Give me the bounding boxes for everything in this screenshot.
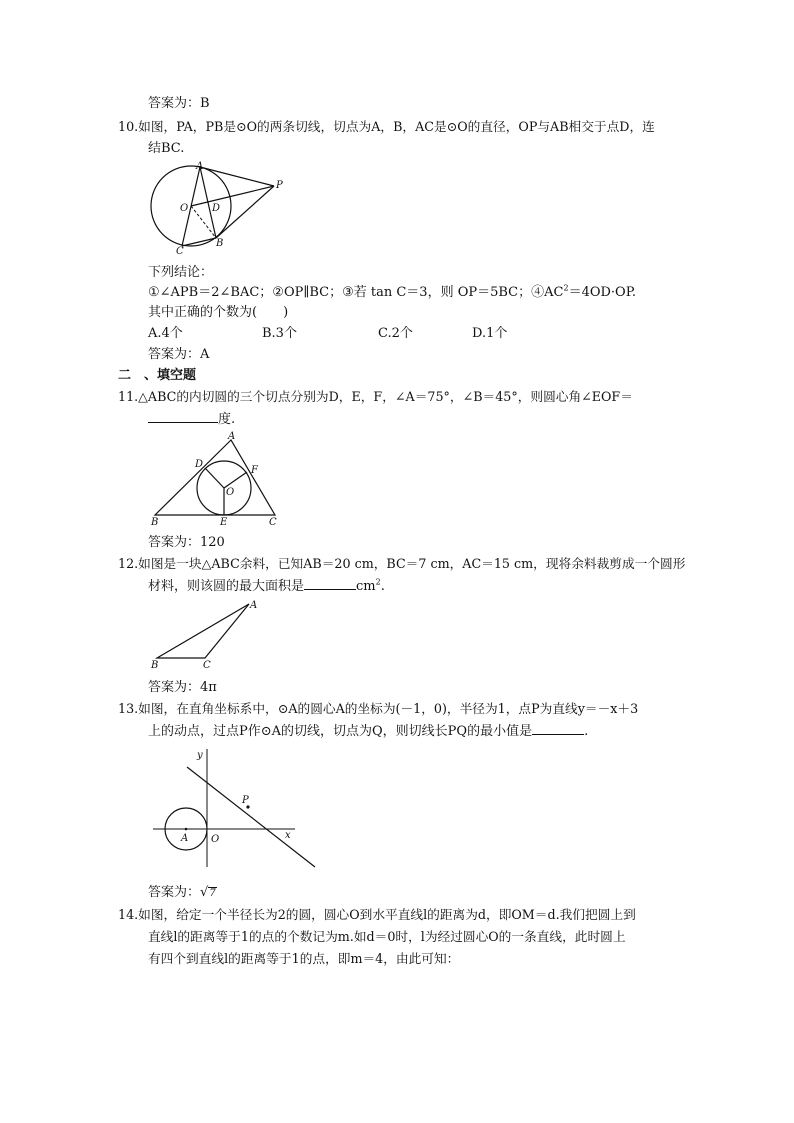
answer-blank[interactable] (532, 722, 584, 735)
option-b: B.3个 (262, 326, 297, 341)
label-f: F (251, 465, 258, 476)
question-13-line2: 上的动点，过点P作⊙A的切线，切点为Q，则切线长PQ的最小值是 . (148, 724, 589, 739)
option-c: C.2个 (378, 326, 413, 341)
answer-q13: 答案为：√7 (148, 885, 216, 900)
question-14-line1: 14.如图，给定一个半径长为2的圆，圆心O到水平直线l的距离为d，即OM＝d.我们把圆上到 (118, 907, 636, 922)
question-11-line1: 11.△ABC的内切圆的三个切点分别为D，E，F，∠A＝75°，∠B＝45°，则圆心角∠EOF＝ (118, 389, 633, 404)
question-12-line2: 材料，则该圆的最大面积是 $cm^2$. (148, 577, 385, 594)
question-13-line1: 13.如图，在直角坐标系中，⊙A的圆心A的坐标为(－1，0)，半径为1，点P为直线y＝－x＋3 (118, 701, 639, 716)
question-10-prompt: 其中正确的个数为( ) (148, 305, 289, 320)
option-d: D.1个 (472, 326, 508, 341)
label-b: B (216, 238, 224, 249)
label-b: B (151, 660, 159, 671)
label-d: D (195, 459, 204, 470)
figure-q10-circle-tangents (140, 158, 290, 258)
label-x: x (285, 830, 291, 841)
question-10-conclusions: ①∠APB＝2∠BAC；②OP∥BC；③若 tan C＝3，则 OP＝5BC；$④AC^2=4OD\cdot OP$. (148, 283, 636, 300)
figure-q12-triangle (145, 596, 275, 676)
answer-q10: 答案为：A (148, 347, 210, 362)
label-d: D (212, 203, 221, 214)
answer-q9: 答案为：B (148, 96, 210, 111)
label-o: O (180, 203, 189, 214)
label-c: C (269, 517, 277, 528)
label-y: y (197, 750, 203, 761)
label-c: C (203, 660, 211, 671)
option-a: A.4个 (148, 326, 183, 341)
question-11-line2: 度. (148, 410, 235, 428)
section-title-fill-in: 二 、填空题 (118, 368, 197, 383)
label-o: O (226, 487, 235, 498)
question-10-line1: 10.如图，PA，PB是⊙O的两条切线，切点为A，B，AC是⊙O的直径，OP与AB相交于点D，连 (118, 119, 655, 134)
question-14-line3: 有四个到直线l的距离等于1的点，即m＝4，由此可知： (148, 951, 460, 966)
question-10-line2: 结BC. (148, 141, 185, 156)
question-12-line1: 12.如图是一块△ABC余料，已知AB＝20 cm，BC＝7 cm，AC＝15 cm，现将余料裁剪成一个圆形 (118, 556, 686, 571)
figure-q11-incircle (145, 428, 285, 528)
label-o: O (211, 834, 220, 845)
answer-q11: 答案为：120 (148, 535, 225, 550)
question-10-conclusions-title: 下列结论： (148, 265, 214, 280)
figure-q13-coordinate-plane (145, 745, 325, 875)
answer-blank[interactable] (148, 410, 218, 423)
label-a: A (250, 600, 258, 611)
label-p: P (276, 180, 283, 191)
answer-q12: 答案为：4π (148, 680, 217, 695)
label-e: E (220, 517, 228, 528)
sqrt-symbol: √ (200, 885, 209, 900)
label-c: C (176, 246, 184, 257)
label-a: A (228, 431, 236, 442)
answer-blank[interactable] (304, 577, 356, 590)
label-a: A (181, 833, 189, 844)
label-p: P (242, 795, 249, 806)
label-a: A (196, 161, 204, 172)
question-14-line2: 直线l的距离等于1的点的个数记为m.如d＝0时，l为经过圆心O的一条直线，此时圆上 (148, 929, 626, 944)
label-b: B (151, 517, 159, 528)
